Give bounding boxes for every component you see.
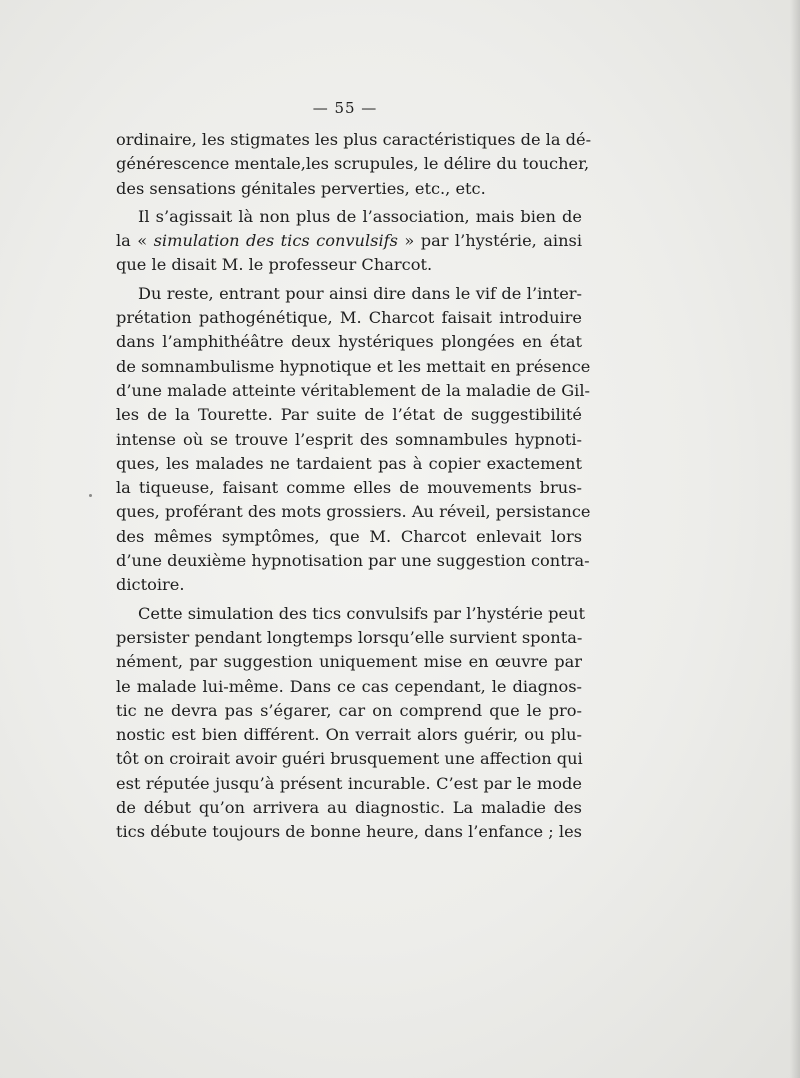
text-line: intense où se trouve l’esprit des somnambules hypnoti-	[116, 429, 582, 449]
text-line: la tiqueuse, faisant comme elles de mouvements brus-	[116, 478, 582, 498]
text-line: ques, les malades ne tardaient pas à copier exactement	[116, 453, 582, 473]
text-line: Du reste, entrant pour ainsi dire dans le vif de l’inter-	[138, 283, 582, 303]
text-line: générescence mentale,les scrupules, le délire du toucher,	[116, 154, 590, 174]
text-line: nément, par suggestion uniquement mise en œuvre par	[116, 652, 582, 672]
paragraph-3	[116, 282, 591, 598]
text-line: ques, proférant des mots grossiers. Au réveil, persistance	[116, 502, 591, 522]
text-line: le malade lui-même. Dans ce cas cependant, le diagnos-	[116, 676, 582, 696]
text-line: Il s’agissait là non plus de l’association, mais bien de	[138, 206, 582, 226]
text-line: des mêmes symptômes, que M. Charcot enlevait lors	[116, 526, 582, 546]
body-text	[116, 128, 592, 845]
text-line: persister pendant longtemps lorsqu’elle survient sponta-	[116, 627, 583, 647]
paragraph-4	[116, 602, 585, 845]
text-line-with-italic: la « simulation des tics convulsifs » par l’hystérie, ainsi	[116, 231, 582, 251]
text-line: est réputée jusqu’à présent incurable. C’est par le mode	[116, 773, 582, 793]
text-line: dans l’amphithéâtre deux hystériques plongées en état	[116, 332, 582, 352]
text-line: que le disait M. le professeur Charcot.	[116, 255, 433, 275]
italic-phrase: simulation des tics convulsifs	[153, 231, 398, 251]
text-line: des sensations génitales perverties, etc., etc.	[116, 178, 486, 198]
page-edge-shadow	[790, 0, 800, 1078]
page-number: — 55 —	[312, 99, 378, 117]
paragraph-1	[116, 128, 592, 201]
paper-speck	[89, 494, 92, 497]
text-line: les de la Tourette. Par suite de l’état de suggestibilité	[116, 405, 582, 425]
text-line: d’une malade atteinte véritablement de la maladie de Gil-	[116, 380, 590, 400]
text-line: tics débute toujours de bonne heure, dans l’enfance ; les	[116, 822, 582, 842]
text-line: ordinaire, les stigmates les plus caractéristiques de la dé-	[116, 130, 592, 149]
text-line: nostic est bien différent. On verrait alors guérir, ou plu-	[116, 725, 582, 745]
paragraph-2	[116, 205, 582, 278]
text-line: prétation pathogénétique, M. Charcot faisait introduire	[116, 308, 582, 328]
text-line: tic ne devra pas s’égarer, car on comprend que le pro-	[116, 700, 582, 720]
text-line: d’une deuxième hypnotisation par une suggestion contra-	[116, 551, 590, 571]
text-line: Cette simulation des tics convulsifs par l’hystérie peut	[138, 603, 585, 623]
text-line: tôt on croirait avoir guéri brusquement une affection qui	[116, 749, 583, 769]
text-line: dictoire.	[116, 575, 185, 595]
text-line: de somnambulisme hypnotique et les mettait en présence	[116, 356, 591, 376]
text-line: de début qu’on arrivera au diagnostic. La maladie des	[116, 798, 582, 818]
